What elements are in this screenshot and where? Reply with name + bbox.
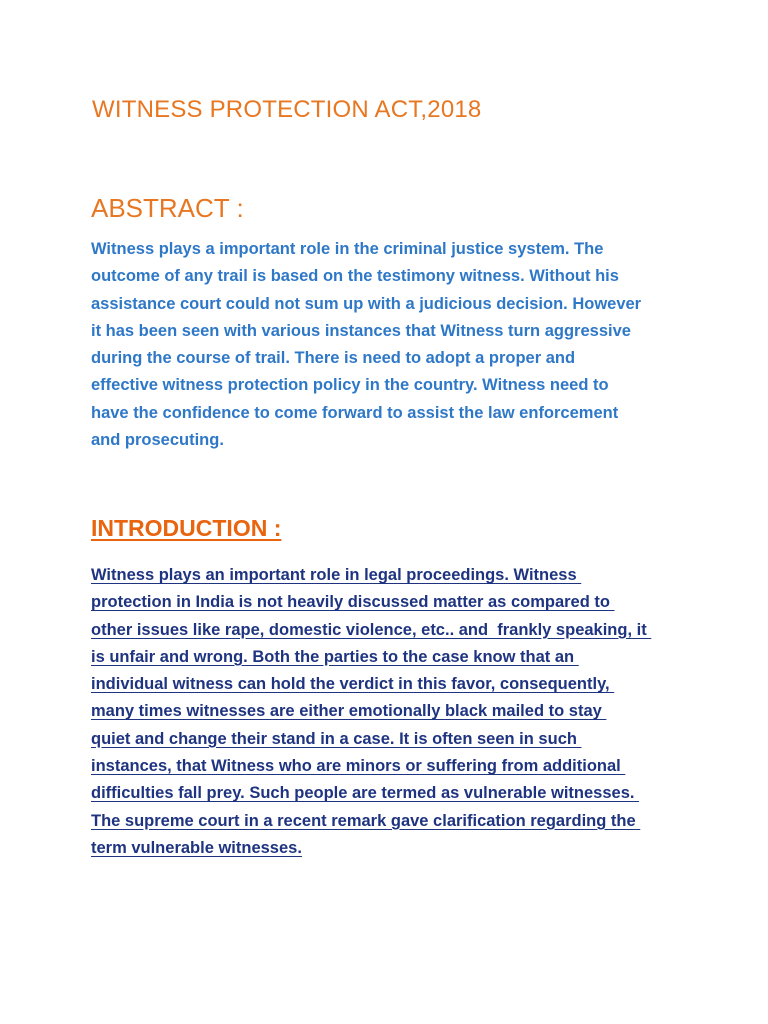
introduction-line: [91, 562, 691, 589]
introduction-line: [91, 808, 691, 835]
introduction-line: [91, 726, 691, 753]
abstract-line: effective witness protection policy in the country. Witness need to: [91, 376, 609, 395]
abstract-paragraph: [91, 236, 691, 454]
introduction-line-text: instances, that Witness who are minors or suffering from additional: [91, 757, 626, 776]
introduction-line: [91, 753, 691, 780]
abstract-heading: ABSTRACT :: [91, 193, 244, 223]
introduction-line: [91, 644, 691, 671]
introduction-line: [91, 698, 691, 725]
introduction-line-text: The supreme court in a recent remark gave clarification regarding the: [91, 811, 641, 830]
abstract-line: have the confidence to come forward to assist the law enforcement: [91, 403, 619, 422]
abstract-line: it has been seen with various instances that Witness turn aggressive: [91, 321, 631, 340]
introduction-line-text: quiet and change their stand in a case. It is often seen in such: [91, 729, 582, 748]
introduction-paragraph: [91, 562, 691, 862]
introduction-line: [91, 589, 691, 616]
introduction-line-text: difficulties fall prey. Such people are termed as vulnerable witnesses.: [91, 784, 640, 803]
introduction-line-text: other issues like rape, domestic violence, etc.. and frankly speaking, it: [91, 620, 652, 639]
abstract-line: outcome of any trail is based on the testimony witness. Without his: [91, 267, 619, 286]
introduction-line-text: many times witnesses are either emotionally black mailed to stay: [91, 702, 607, 721]
introduction-line: [91, 617, 691, 644]
introduction-line-text: individual witness can hold the verdict in this favor, consequently,: [91, 675, 615, 694]
abstract-line: and prosecuting.: [91, 431, 224, 450]
introduction-heading: INTRODUCTION :: [91, 515, 282, 541]
introduction-line-text: protection in India is not heavily discussed matter as compared to: [91, 593, 615, 612]
introduction-line: [91, 671, 691, 698]
introduction-line-text: term vulnerable witnesses.: [91, 838, 302, 857]
introduction-line-text: Witness plays an important role in legal proceedings. Witness: [91, 566, 582, 584]
introduction-line: [91, 835, 691, 862]
introduction-line-text: is unfair and wrong. Both the parties to the case know that an: [91, 647, 579, 666]
document-title: WITNESS PROTECTION ACT,2018: [92, 96, 482, 123]
abstract-line: during the course of trail. There is need to adopt a proper and: [91, 349, 576, 368]
introduction-line: [91, 780, 691, 807]
abstract-line: assistance court could not sum up with a judicious decision. However: [91, 294, 642, 313]
abstract-line: Witness plays a important role in the criminal justice system. The: [91, 240, 604, 258]
